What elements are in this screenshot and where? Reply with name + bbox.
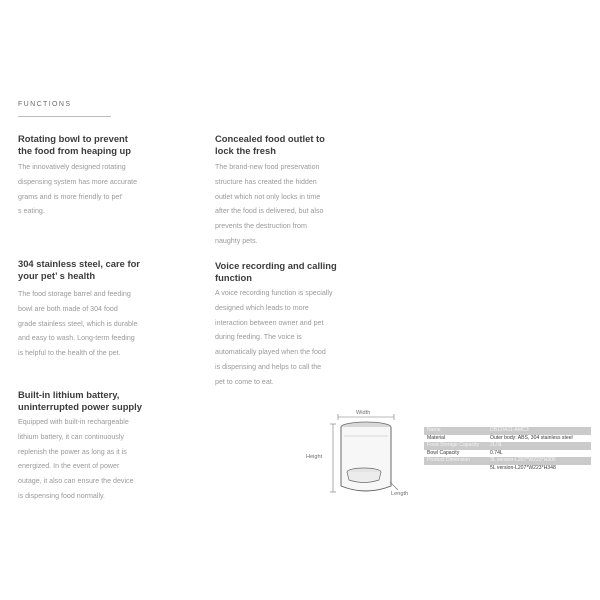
feature-description: The food storage barrel and feeding bowl are both made of 304 food grade stainless steel, which is durable and easy to wash. Long-term feeding is helpful to the health of the pet. — [18, 290, 138, 358]
spec-value: DB12/A11-AMC3 — [487, 427, 591, 435]
feature-rotating-bowl — [18, 133, 178, 219]
spec-key: Name — [424, 427, 487, 435]
length-label: Length — [391, 491, 409, 497]
width-label: Width — [356, 410, 371, 416]
spec-table — [424, 427, 591, 473]
feature-title: Built-in lithium battery, uninterrupted power supply — [18, 389, 142, 412]
feature-title: 304 stainless steel, care for your pet’ s health — [18, 258, 140, 281]
feature-description: The brand-new food preservation structure has created the hidden outlet which not only locks in time after the food is delivered, but also prevents the destruction from naughty pets. — [215, 163, 324, 245]
feature-title: Voice recording and calling function — [215, 260, 337, 283]
feature-concealed-outlet — [215, 133, 375, 249]
feature-description: The innovatively designed rotating dispensing system has more accurate grams and is more friendly to pet' s eating. — [18, 163, 138, 216]
section-divider — [18, 116, 111, 117]
spec-key — [424, 465, 487, 473]
spec-value: 0.74L — [487, 450, 591, 458]
spec-value: 2L/3L — [487, 442, 591, 450]
spec-key: Material — [424, 435, 487, 443]
spec-key: Product Dimension — [424, 457, 487, 465]
feature-description: A voice recording function is specially designed which leads to more interaction between owner and pet during feeding. The voice is automatically played when the food is dispensing and helps to call the pet to come to eat. — [215, 289, 333, 386]
section-label: FUNCTIONS — [18, 101, 72, 108]
spec-key: Food Storage Capacity — [424, 442, 487, 450]
product-dimension-figure — [300, 400, 420, 500]
spec-row — [424, 450, 591, 458]
feature-description: Equipped with built-in rechargeable lithium battery, it can continuously replenish the power as long as it is energized. In the event of power outage, it also can ensure the device is dispensing food normally. — [18, 418, 134, 500]
spec-row — [424, 442, 591, 450]
feeder-bowl-body — [347, 472, 381, 483]
spec-row — [424, 465, 591, 473]
height-label: Height — [306, 454, 323, 460]
spec-row — [424, 427, 591, 435]
spec-value: 3L version-L207*W223*H306 — [487, 457, 591, 465]
feature-lithium-battery — [18, 389, 178, 504]
spec-value: Outer body: ABS, 304 stainless steel — [487, 435, 591, 443]
spec-value: 5L version-L207*W223*H348 — [487, 465, 591, 473]
spec-row — [424, 457, 591, 465]
feature-title: Rotating bowl to prevent the food from heaping up — [18, 133, 132, 156]
feature-title: Concealed food outlet to lock the fresh — [215, 133, 325, 156]
spec-key: Bowl Capacity — [424, 450, 487, 458]
feature-stainless-steel — [18, 258, 178, 361]
feature-voice-recording — [215, 260, 375, 390]
spec-row — [424, 435, 591, 443]
